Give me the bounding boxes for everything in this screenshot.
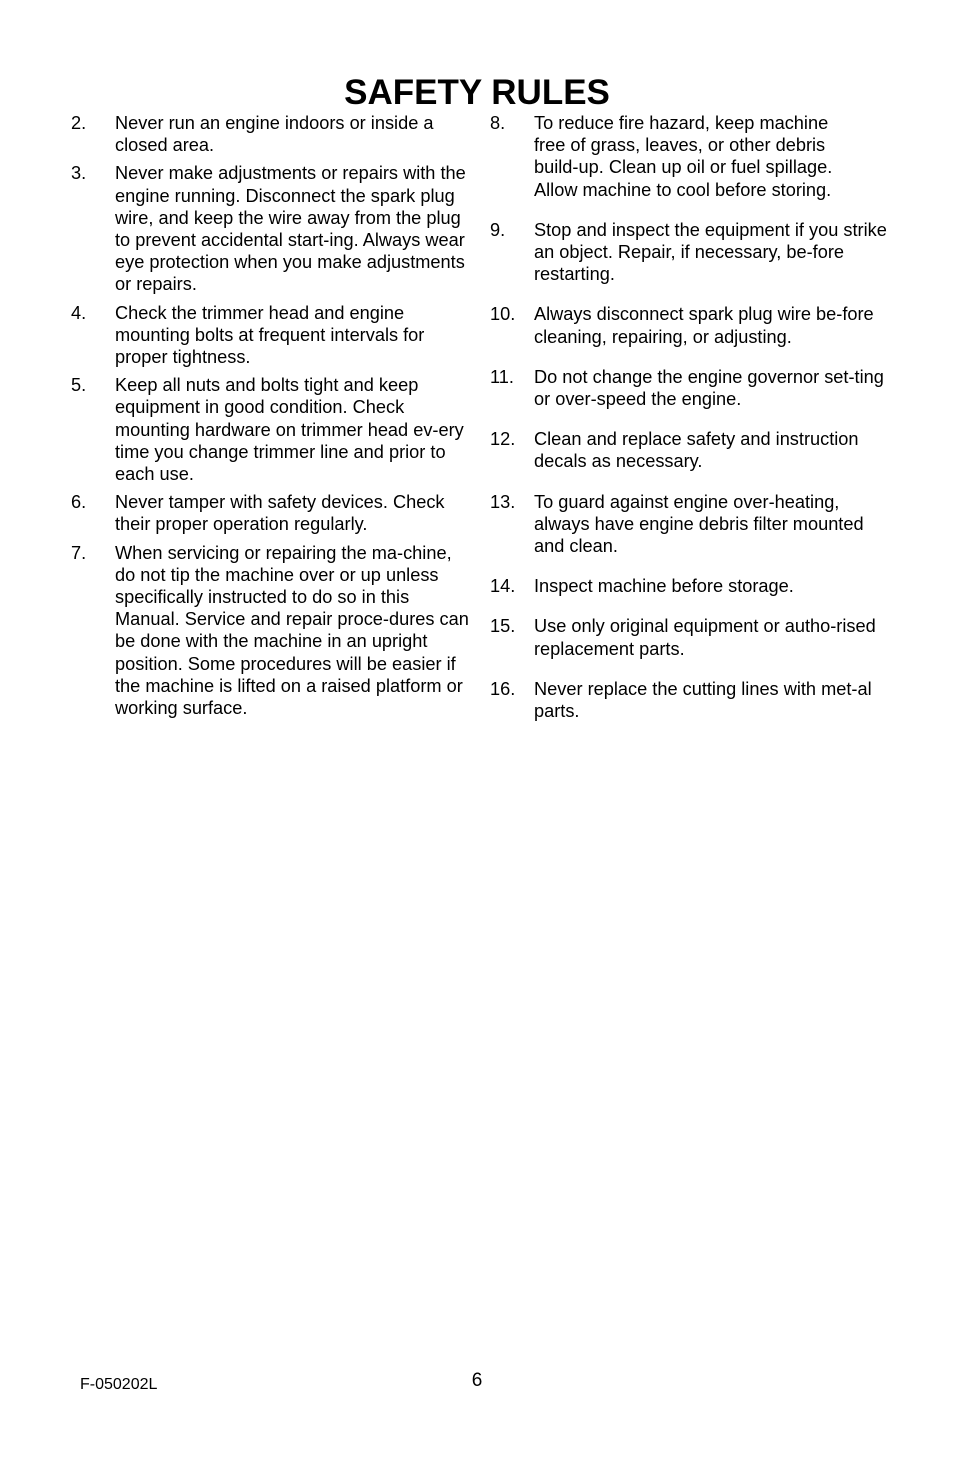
rule-number: 2. bbox=[71, 113, 87, 133]
rule-item bbox=[490, 366, 888, 410]
rule-text: To reduce fire hazard, keep machine free of grass, leaves, or other debris build-up. Clean up oil or fuel spillage. Allow machine to cool before storing. bbox=[534, 113, 833, 200]
rule-text: Never make adjustments or repairs with the engine running. Disconnect the spark plug wire, and keep the wire away from the plug to prevent accidental start-ing. Always wear eye protection when you make adjustments or repairs. bbox=[115, 163, 466, 295]
rule-number: 16. bbox=[490, 678, 516, 699]
rule-item bbox=[71, 162, 469, 295]
page-title: SAFETY RULES bbox=[344, 73, 610, 112]
rule-number: 8. bbox=[490, 113, 506, 133]
rule-item bbox=[71, 374, 469, 485]
rule-item bbox=[490, 491, 888, 558]
rule-number: 4. bbox=[71, 302, 87, 323]
rule-text: When servicing or repairing the ma-chine, do not tip the machine over or up unless specifically instructed to do so in this Manual. Service and repair proce-dures can be done with the machine in an upright position. Some procedures will be easier if the machine is lifted on a raised platform or working surface. bbox=[115, 542, 469, 719]
rule-item bbox=[71, 112, 469, 156]
rule-item bbox=[71, 302, 469, 369]
rule-number: 7. bbox=[71, 542, 87, 563]
page-number: 6 bbox=[471, 1370, 483, 1391]
rule-number: 14. bbox=[490, 576, 516, 597]
rule-item bbox=[490, 615, 888, 659]
rule-number: 9. bbox=[490, 219, 506, 240]
rule-number: 13. bbox=[490, 491, 516, 512]
rule-number: 6. bbox=[71, 492, 87, 513]
rule-item bbox=[490, 219, 888, 286]
rule-item bbox=[490, 575, 888, 597]
document-code: F-050202L bbox=[80, 1376, 158, 1393]
left-column bbox=[71, 112, 469, 719]
rule-number: 12. bbox=[490, 429, 516, 450]
rule-text: Use only original equipment or autho-rised replacement parts. bbox=[534, 616, 876, 659]
rule-item bbox=[490, 112, 888, 201]
rule-item bbox=[71, 542, 469, 720]
rule-number: 11. bbox=[490, 366, 514, 387]
rule-number: 10. bbox=[490, 304, 516, 325]
rule-item bbox=[490, 428, 888, 472]
rule-text: Do not change the engine governor set-ting or over-speed the engine. bbox=[534, 366, 884, 410]
rule-text: Keep all nuts and bolts tight and keep equipment in good condition. Check mounting hardware on trimmer head ev-ery time you change trimmer line and prior to each use. bbox=[115, 375, 464, 485]
rule-text: Never replace the cutting lines with met-al parts. bbox=[534, 678, 872, 722]
rule-text: Always disconnect spark plug wire be-fore cleaning, repairing, or adjusting. bbox=[534, 304, 874, 347]
rule-text: Inspect machine before storage. bbox=[534, 576, 794, 597]
rule-number: 5. bbox=[71, 375, 87, 396]
rule-text: Check the trimmer head and engine mounting bolts at frequent intervals for proper tightness. bbox=[115, 302, 425, 368]
rule-item bbox=[71, 491, 469, 535]
rule-item bbox=[490, 303, 888, 347]
rule-number: 15. bbox=[490, 616, 516, 637]
right-column bbox=[490, 112, 888, 722]
rule-number: 3. bbox=[71, 163, 87, 184]
rule-text: Stop and inspect the equipment if you strike an object. Repair, if necessary, be-fore restarting. bbox=[534, 219, 887, 285]
rule-text: Never tamper with safety devices. Check their proper operation regularly. bbox=[115, 492, 445, 535]
rule-text: Never run an engine indoors or inside a closed area. bbox=[115, 113, 434, 156]
rule-text: To guard against engine over-heating, always have engine debris filter mounted and clean. bbox=[534, 491, 864, 557]
rule-item bbox=[490, 678, 888, 722]
rule-text: Clean and replace safety and instruction decals as necessary. bbox=[534, 429, 859, 472]
